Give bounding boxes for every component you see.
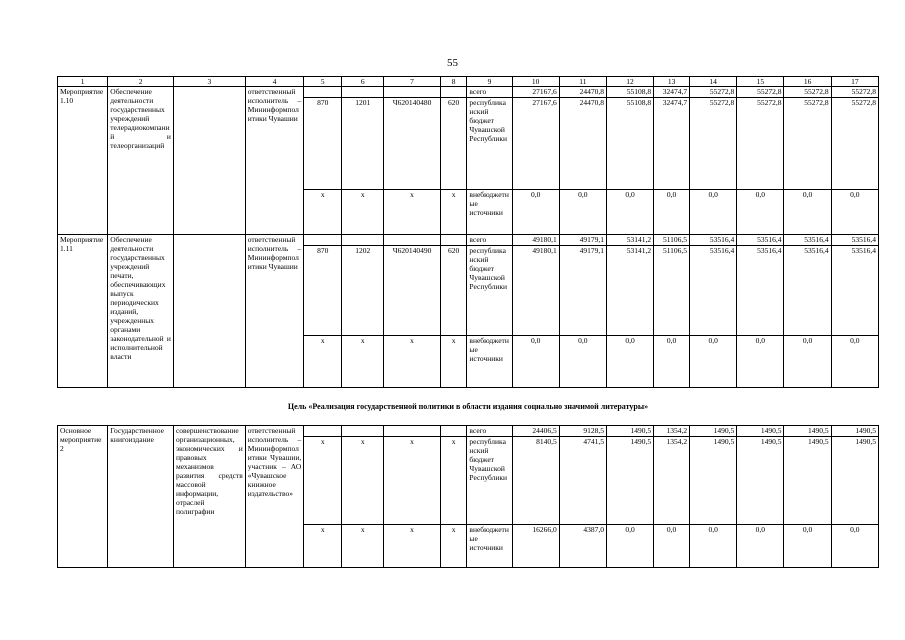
- value-cell: 0,0: [654, 190, 690, 235]
- value-cell: 0,0: [606, 525, 653, 568]
- value-cell: 53141,2: [606, 235, 653, 246]
- value-cell: 53141,2: [606, 246, 653, 336]
- value-cell: 24406,5: [512, 426, 559, 437]
- empty-cell: [440, 87, 467, 98]
- empty-cell: [384, 87, 440, 98]
- value-cell: 55272,8: [690, 87, 737, 98]
- value-cell: 1490,5: [784, 426, 831, 437]
- header-cell: 13: [654, 77, 690, 87]
- value-cell: 0,0: [737, 525, 784, 568]
- value-cell: 1490,5: [690, 437, 737, 525]
- source-label: республиканский бюджет Чувашской Республики: [467, 246, 512, 336]
- header-cell: 2: [108, 77, 174, 87]
- value-cell: 51106,5: [654, 235, 690, 246]
- value-cell: 55272,8: [831, 87, 878, 98]
- value-cell: 0,0: [831, 190, 878, 235]
- value-cell: 53516,4: [831, 235, 878, 246]
- value-cell: 16266,0: [512, 525, 559, 568]
- kbk-rzpr: x: [342, 525, 384, 568]
- value-cell: 53516,4: [690, 235, 737, 246]
- empty-cell: [304, 235, 342, 246]
- activity-goal: совершенствование организационных, экономических и правовых механизмов развития средств массовой информации, отраслей полиграфии: [173, 426, 245, 568]
- source-label: республиканский бюджет Чувашской Республики: [467, 98, 512, 190]
- value-cell: 24470,8: [559, 98, 606, 190]
- header-cell: 8: [440, 77, 467, 87]
- value-cell: 55272,8: [784, 98, 831, 190]
- table-row: [58, 235, 879, 246]
- value-cell: 0,0: [737, 190, 784, 235]
- empty-cell: [440, 426, 467, 437]
- value-cell: 53516,4: [690, 246, 737, 336]
- value-cell: 27167,6: [512, 98, 559, 190]
- kbk-rzpr: x: [342, 336, 384, 388]
- empty-cell: [342, 87, 384, 98]
- header-cell: 11: [559, 77, 606, 87]
- value-cell: 1354,2: [654, 437, 690, 525]
- header-cell: 14: [690, 77, 737, 87]
- value-cell: 53516,4: [831, 246, 878, 336]
- activity-name: Обеспечение деятельности государственных учреждений печати, обеспечивающих выпуск периодических изданий, учрежденных органами законодательной и исполнительной власти: [108, 235, 174, 388]
- value-cell: 0,0: [784, 525, 831, 568]
- value-cell: 49180,1: [512, 235, 559, 246]
- header-cell: 7: [384, 77, 440, 87]
- kbk-csr: x: [384, 437, 440, 525]
- value-cell: 1354,2: [654, 426, 690, 437]
- value-cell: 27167,6: [512, 87, 559, 98]
- activity-goal: [173, 235, 245, 388]
- value-cell: 1490,5: [690, 426, 737, 437]
- kbk-rzpr: x: [342, 190, 384, 235]
- value-cell: 24470,8: [559, 87, 606, 98]
- header-cell: 6: [342, 77, 384, 87]
- header-cell: 15: [737, 77, 784, 87]
- activity-code: Мероприятие 1.10: [58, 87, 108, 235]
- value-cell: 0,0: [606, 190, 653, 235]
- value-cell: 0,0: [654, 525, 690, 568]
- source-label: внебюджетные источники: [467, 190, 512, 235]
- source-label: всего: [467, 235, 512, 246]
- page-number: 55: [447, 57, 458, 69]
- header-cell: 1: [58, 77, 108, 87]
- source-label: внебюджетные источники: [467, 336, 512, 388]
- header-cell: 3: [173, 77, 245, 87]
- value-cell: 0,0: [512, 336, 559, 388]
- kbk-rzpr: 1202: [342, 246, 384, 336]
- value-cell: 1490,5: [737, 426, 784, 437]
- value-cell: 0,0: [606, 336, 653, 388]
- kbk-vr: 620: [440, 98, 467, 190]
- value-cell: 0,0: [654, 336, 690, 388]
- kbk-vr: 620: [440, 246, 467, 336]
- budget-table: [57, 76, 879, 388]
- activity-name: Государственное книгоиздание: [108, 426, 174, 568]
- kbk-grbs: 870: [304, 98, 342, 190]
- table-row: [58, 426, 879, 437]
- empty-cell: [342, 426, 384, 437]
- responsible: ответственный исполнитель – Мининформполитики Чувашии: [245, 235, 303, 388]
- kbk-csr: x: [384, 336, 440, 388]
- empty-cell: [384, 235, 440, 246]
- kbk-grbs: x: [304, 336, 342, 388]
- value-cell: 0,0: [690, 190, 737, 235]
- kbk-csr: x: [384, 525, 440, 568]
- header-cell: 10: [512, 77, 559, 87]
- value-cell: 0,0: [512, 190, 559, 235]
- value-cell: 55272,8: [737, 87, 784, 98]
- activity-name: Обеспечение деятельности государственных учреждений телерадиокомпаний и телеорганизаций: [108, 87, 174, 235]
- value-cell: 32474,7: [654, 98, 690, 190]
- source-label: республиканский бюджет Чувашской Республики: [467, 437, 512, 525]
- empty-cell: [304, 426, 342, 437]
- header-cell: 12: [606, 77, 653, 87]
- kbk-vr: x: [440, 525, 467, 568]
- value-cell: 9128,5: [559, 426, 606, 437]
- kbk-csr: x: [384, 190, 440, 235]
- value-cell: 4741,5: [559, 437, 606, 525]
- kbk-grbs: x: [304, 190, 342, 235]
- value-cell: 0,0: [784, 190, 831, 235]
- value-cell: 0,0: [690, 525, 737, 568]
- value-cell: 55272,8: [737, 98, 784, 190]
- kbk-vr: x: [440, 190, 467, 235]
- value-cell: 0,0: [737, 336, 784, 388]
- value-cell: 53516,4: [784, 246, 831, 336]
- budget-table-goal: [57, 425, 879, 568]
- value-cell: 1490,5: [606, 426, 653, 437]
- value-cell: 0,0: [559, 336, 606, 388]
- kbk-grbs: 870: [304, 246, 342, 336]
- value-cell: 53516,4: [737, 235, 784, 246]
- value-cell: 1490,5: [784, 437, 831, 525]
- value-cell: 0,0: [559, 190, 606, 235]
- header-cell: 4: [245, 77, 303, 87]
- empty-cell: [440, 235, 467, 246]
- value-cell: 51106,5: [654, 246, 690, 336]
- empty-cell: [384, 426, 440, 437]
- kbk-grbs: x: [304, 437, 342, 525]
- value-cell: 53516,4: [737, 246, 784, 336]
- value-cell: 1490,5: [606, 437, 653, 525]
- empty-cell: [342, 235, 384, 246]
- value-cell: 1490,5: [831, 426, 878, 437]
- value-cell: 55108,8: [606, 98, 653, 190]
- header-row: [58, 77, 879, 87]
- activity-code: Основное мероприятие 2: [58, 426, 108, 568]
- value-cell: 1490,5: [737, 437, 784, 525]
- kbk-vr: x: [440, 437, 467, 525]
- value-cell: 1490,5: [831, 437, 878, 525]
- value-cell: 0,0: [690, 336, 737, 388]
- source-label: внебюджетные источники: [467, 525, 512, 568]
- value-cell: 49180,1: [512, 246, 559, 336]
- header-cell: 16: [784, 77, 831, 87]
- value-cell: 0,0: [831, 336, 878, 388]
- responsible: ответственный исполнитель – Мининформполитики Чувашии: [245, 87, 303, 235]
- source-label: всего: [467, 426, 512, 437]
- empty-cell: [304, 87, 342, 98]
- header-cell: 5: [304, 77, 342, 87]
- value-cell: 0,0: [831, 525, 878, 568]
- value-cell: 55272,8: [831, 98, 878, 190]
- value-cell: 55272,8: [690, 98, 737, 190]
- kbk-rzpr: x: [342, 437, 384, 525]
- value-cell: 8140,5: [512, 437, 559, 525]
- activity-code: Мероприятие 1.11: [58, 235, 108, 388]
- kbk-csr: Ч620140490: [384, 246, 440, 336]
- value-cell: 4387,0: [559, 525, 606, 568]
- value-cell: 32474,7: [654, 87, 690, 98]
- value-cell: 55272,8: [784, 87, 831, 98]
- kbk-rzpr: 1201: [342, 98, 384, 190]
- value-cell: 49179,1: [559, 235, 606, 246]
- value-cell: 0,0: [784, 336, 831, 388]
- responsible: ответственный исполнитель – Мининформполитики Чувашии, участник – АО «Чувашское книжное издательство»: [245, 426, 303, 568]
- header-cell: 9: [467, 77, 512, 87]
- table-row: [58, 87, 879, 98]
- activity-goal: [173, 87, 245, 235]
- header-cell: 17: [831, 77, 878, 87]
- value-cell: 53516,4: [784, 235, 831, 246]
- kbk-csr: Ч620140480: [384, 98, 440, 190]
- source-label: всего: [467, 87, 512, 98]
- value-cell: 49179,1: [559, 246, 606, 336]
- goal-heading: Цель «Реализация государственной политики в области издания социально значимой литературы»: [287, 402, 649, 411]
- value-cell: 55108,8: [606, 87, 653, 98]
- kbk-grbs: x: [304, 525, 342, 568]
- kbk-vr: x: [440, 336, 467, 388]
